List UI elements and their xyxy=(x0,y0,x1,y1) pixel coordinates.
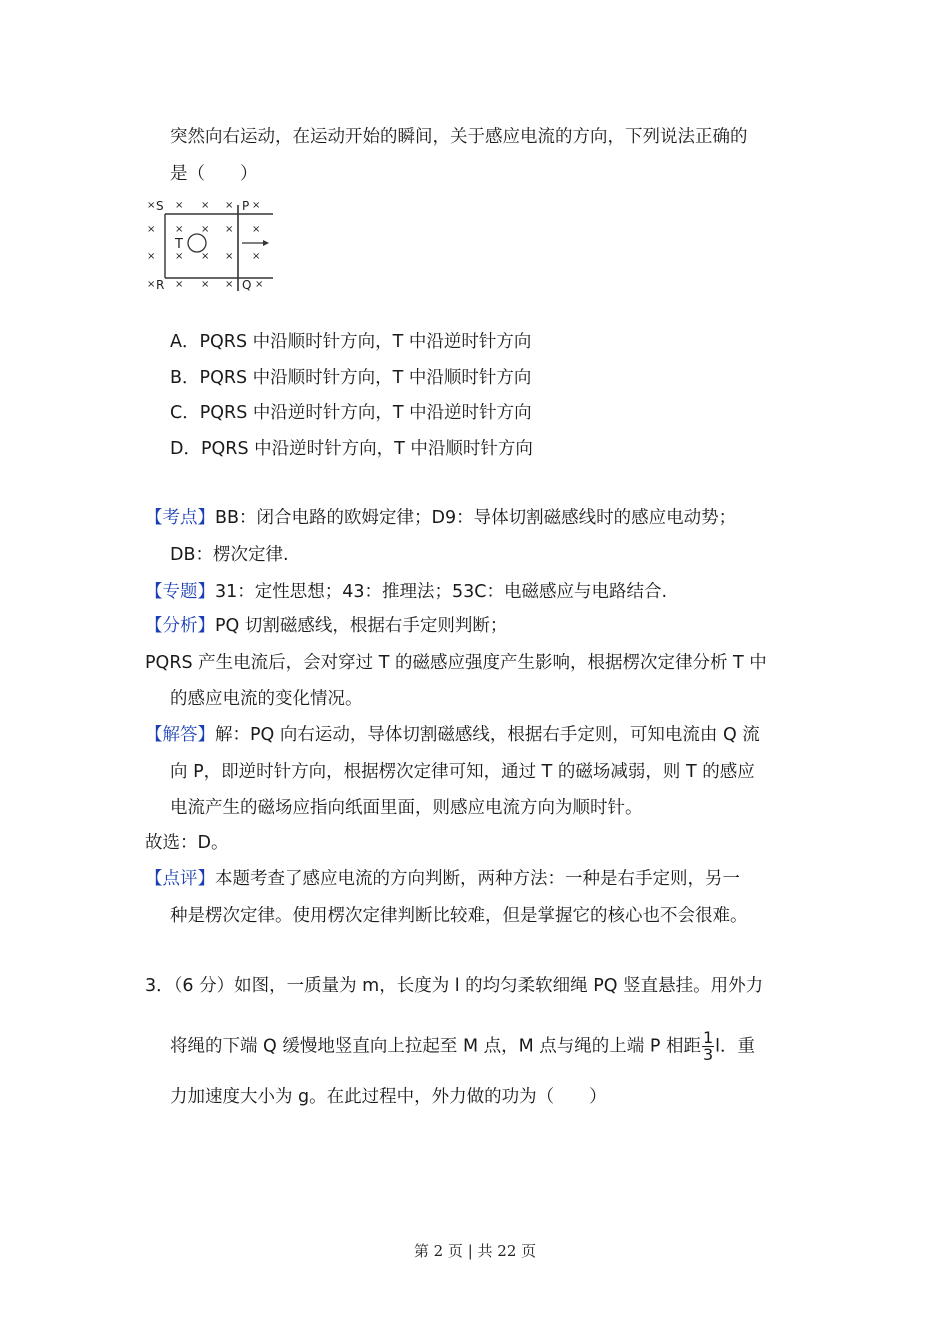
dianping-tag: 【点评】 xyxy=(145,869,215,889)
svg-text:×: × xyxy=(147,251,156,262)
svg-text:×: × xyxy=(252,224,261,235)
jieda-line2: 向 P，即逆时针方向，根据楞次定律可知，通过 T 的磁场减弱，则 T 的感应 xyxy=(170,762,755,782)
option-a: A．PQRS 中沿顺时针方向，T 中沿逆时针方向 xyxy=(170,332,532,352)
svg-text:×: × xyxy=(255,279,264,290)
svg-text:×: × xyxy=(175,224,184,235)
question-intro-line2: 是（ ） xyxy=(170,164,258,184)
svg-text:×: × xyxy=(175,279,184,290)
question-intro-line1: 突然向右运动，在运动开始的瞬间，关于感应电流的方向，下列说法正确的 xyxy=(170,127,748,147)
ring-t xyxy=(188,234,206,252)
answer-line: 故选：D。 xyxy=(145,833,229,853)
option-b: B．PQRS 中沿顺时针方向，T 中沿顺时针方向 xyxy=(170,368,532,388)
label-p: P xyxy=(242,199,250,213)
label-t: T xyxy=(175,237,183,252)
circuit-figure xyxy=(145,195,280,295)
zhuanti-line: 【专题】31：定性思想；43：推理法；53C：电磁感应与电路结合. xyxy=(145,582,668,602)
page-footer: 第 2 页 | 共 22 页 xyxy=(413,1242,537,1260)
jieda-tag: 【解答】 xyxy=(145,725,215,745)
label-s: S xyxy=(156,199,164,213)
option-c: C．PQRS 中沿逆时针方向，T 中沿逆时针方向 xyxy=(170,403,532,423)
jieda-line1: 【解答】解：PQ 向右运动，导体切割磁感线，根据右手定则，可知电流由 Q 流 xyxy=(145,725,760,745)
label-q: Q xyxy=(242,278,252,292)
zhuanti-tag: 【专题】 xyxy=(145,582,215,602)
svg-text:×: × xyxy=(225,279,234,290)
svg-text:×: × xyxy=(147,279,156,290)
fraction-one-third: $\frac{1}{3}$ xyxy=(702,1028,714,1064)
svg-text:×: × xyxy=(225,224,234,235)
svg-text:×: × xyxy=(252,251,261,262)
svg-text:×: × xyxy=(175,200,184,211)
fenxi-line1: 【分析】PQ 切割磁感线，根据右手定则判断； xyxy=(145,616,508,636)
fenxi-line3: 的感应电流的变化情况。 xyxy=(170,689,363,709)
svg-text:×: × xyxy=(201,251,210,262)
label-r: R xyxy=(156,278,165,292)
question3-line1: 3．（6 分）如图，一质量为 m，长度为 l 的均匀柔软细绳 PQ 竖直悬挂。用外力 xyxy=(145,976,764,996)
svg-text:×: × xyxy=(175,251,184,262)
svg-text:×: × xyxy=(225,251,234,262)
svg-text:×: × xyxy=(252,200,261,211)
svg-text:×: × xyxy=(201,200,210,211)
jieda-line3: 电流产生的磁场应指向纸面里面，则感应电流方向为顺时针。 xyxy=(170,798,643,818)
kaodian-tag: 【考点】 xyxy=(145,508,215,528)
x-mark: × xyxy=(147,200,156,211)
question3-line3: 力加速度大小为 g。在此过程中，外力做的功为（ ） xyxy=(170,1087,607,1107)
svg-text:×: × xyxy=(201,279,210,290)
kaodian-line1: 【考点】BB：闭合电路的欧姆定律；D9：导体切割磁感线时的感应电动势； xyxy=(145,508,737,528)
svg-text:×: × xyxy=(147,224,156,235)
svg-text:×: × xyxy=(201,224,210,235)
option-d: D．PQRS 中沿逆时针方向，T 中沿顺时针方向 xyxy=(170,439,533,459)
dianping-line1: 【点评】本题考查了感应电流的方向判断，两种方法：一种是右手定则，另一 xyxy=(145,869,740,889)
svg-text:×: × xyxy=(225,200,234,211)
question3-line2: 将绳的下端 Q 缓慢地竖直向上拉起至 M 点，M 点与绳的上端 P 相距 $\frac{1}{3}$ l．重 xyxy=(170,1028,756,1064)
dianping-line2: 种是楞次定律。使用楞次定律判断比较难，但是掌握它的核心也不会很难。 xyxy=(170,906,748,926)
fenxi-tag: 【分析】 xyxy=(145,616,215,636)
fenxi-line2: PQRS 产生电流后，会对穿过 T 的磁感应强度产生影响，根据楞次定律分析 T 中 xyxy=(145,653,767,673)
kaodian-line2: DB：楞次定律. xyxy=(170,545,289,565)
